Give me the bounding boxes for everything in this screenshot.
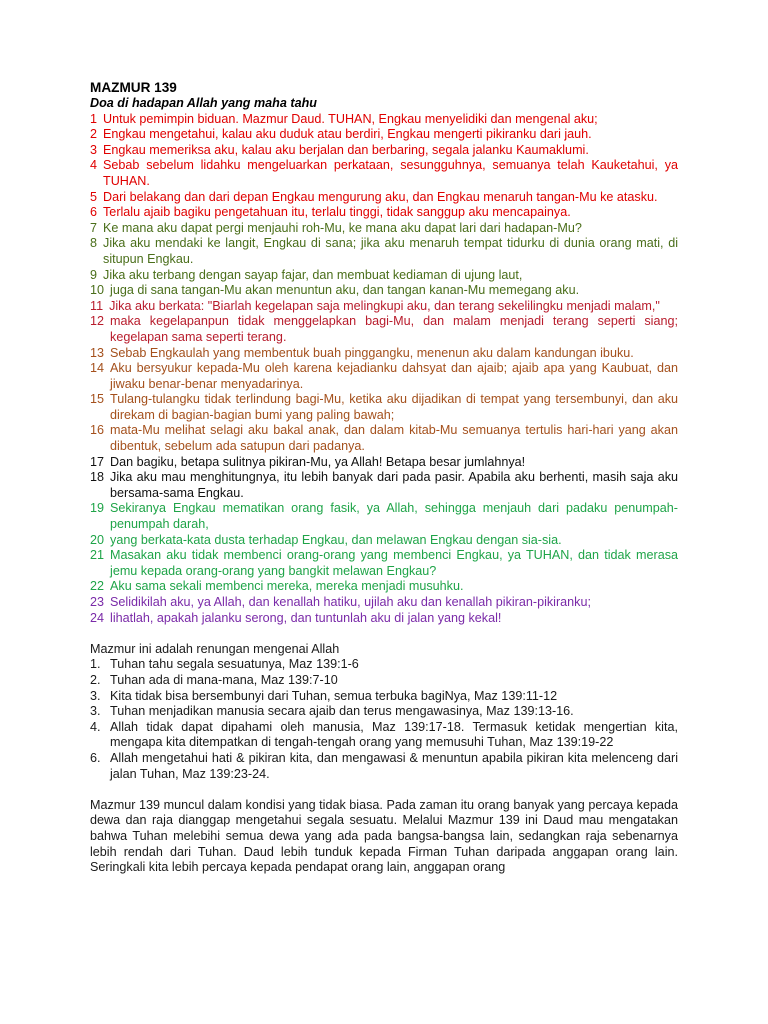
verse-line — [90, 112, 678, 128]
verse-text: Selidikilah aku, ya Allah, dan kenallah hatiku, ujilah aku dan kenallah pikiran-pikiranku; — [110, 595, 591, 609]
summary-number: 4. — [90, 719, 101, 734]
verse-text: Jika aku terbang dengan sayap fajar, dan membuat kediaman di ujung laut, — [103, 267, 523, 282]
summary-item — [90, 689, 678, 705]
verse-line — [90, 346, 678, 362]
verse-number: 18 — [90, 470, 105, 485]
verse-number: 12 — [90, 314, 105, 329]
verse-line — [90, 470, 678, 501]
verse-line — [90, 548, 678, 579]
verse-text: juga di sana tangan-Mu akan menuntun aku, dan tangan kanan-Mu memegang aku. — [110, 283, 580, 298]
verse-line — [90, 190, 678, 206]
spacer — [90, 782, 678, 798]
summary-text: Tuhan tahu segala sesuatunya, Maz 139:1-6 — [110, 657, 359, 672]
verse-line — [90, 611, 678, 627]
verse-text: Jika aku mendaki ke langit, Engkau di sana; jika aku menaruh tempat tidurku di dunia orang mati, di situpun Engkau. — [103, 236, 678, 266]
verse-line — [90, 533, 678, 549]
verse-number: 8 — [90, 236, 98, 251]
verse-text: Engkau memeriksa aku, kalau aku berjalan dan berbaring, segala jalanku Kaumaklumi. — [103, 142, 589, 157]
verse-number: 14 — [90, 361, 105, 376]
verse-number: 11 — [90, 298, 104, 313]
verse-number: 24 — [90, 610, 105, 625]
verse-number: 13 — [90, 345, 105, 360]
verse-number: 9 — [90, 267, 98, 282]
summary-list — [90, 657, 678, 782]
summary-text: Tuhan ada di mana-mana, Maz 139:7-10 — [110, 672, 338, 687]
verse-text: Jika aku berkata: "Biarlah kegelapan saja melingkupi aku, dan terang sekelilingku menjadi malam," — [109, 298, 660, 313]
verse-line — [90, 268, 678, 284]
verse-text: lihatlah, apakah jalanku serong, dan tuntunlah aku di jalan yang kekal! — [110, 610, 502, 625]
verse-line — [90, 501, 678, 532]
verse-line — [90, 158, 678, 189]
summary-text: Allah mengetahui hati & pikiran kita, dan mengawasi & menuntun apabila pikiran kita melenceng dari jalan Tuhan, Maz 139:23-24. — [110, 750, 678, 781]
verse-text: Aku sama sekali membenci mereka, mereka menjadi musuhku. — [110, 579, 464, 594]
verse-list — [90, 112, 678, 627]
summary-intro: Mazmur ini adalah renungan mengenai Allah — [90, 641, 340, 656]
verse-text: Engkau mengetahui, kalau aku duduk atau berdiri, Engkau mengerti pikiranku dari jauh. — [103, 127, 592, 142]
verse-number: 17 — [90, 454, 105, 469]
verse-text: Sekiranya Engkau mematikan orang fasik, ya Allah, sehingga menjauh dari padaku penumpah-penumpah darah, — [110, 501, 678, 532]
verse-text: Dan bagiku, betapa sulitnya pikiran-Mu, ya Allah! Betapa besar jumlahnya! — [110, 454, 526, 469]
verse-line — [90, 236, 678, 267]
verse-number: 3 — [90, 142, 98, 157]
summary-item — [90, 657, 678, 673]
verse-line — [90, 221, 678, 237]
summary-number: 3. — [90, 704, 101, 719]
summary-number: 6. — [90, 750, 101, 765]
verse-line — [90, 361, 678, 392]
verse-number: 15 — [90, 392, 105, 407]
summary-text: Allah tidak dapat dipahami oleh manusia, Maz 139:17-18. Termasuk ketidak mengertian kita, mengapa kita ditempatkan di tengah-tengah orang yang memusuhi Tuhan, Maz 139:19-22 — [110, 719, 678, 750]
summary-number: 3. — [90, 688, 101, 703]
verse-line — [90, 579, 678, 595]
verse-text: Sebab Engkaulah yang membentuk buah pinggangku, menenun aku dalam kandungan ibuku. — [110, 345, 634, 360]
verse-line — [90, 423, 678, 454]
commentary-paragraph: Mazmur 139 muncul dalam kondisi yang tidak biasa. Pada zaman itu orang banyak yang percaya kepada dewa dan raja dianggap mengetahui segala sesuatu. Melalui Mazmur 139 ini Daud mau mengatakan bahwa Tuhan melebihi semua dewa yang ada pada bangsa-bangsa lain, sedangkan raja sebenarnya lebih rendah dari Tuhan. Daud lebih tunduk kepada Firman Tuhan daripada anggapan orang lain. Seringkali kita lebih percaya kepada pendapat orang lain, anggapan orang — [90, 797, 678, 875]
verse-line — [90, 314, 678, 345]
verse-text: Aku bersyukur kepada-Mu oleh karena kejadianku dahsyat dan ajaib; ajaib apa yang Kaubuat, dan jiwaku benar-benar menyadarinya. — [110, 361, 678, 391]
verse-number: 5 — [90, 189, 98, 204]
summary-item — [90, 720, 678, 751]
verse-text: Untuk pemimpin biduan. Mazmur Daud. TUHAN, Engkau menyelidiki dan mengenal aku; — [103, 111, 598, 126]
verse-number: 19 — [90, 501, 105, 516]
verse-text: Terlalu ajaib bagiku pengetahuan itu, terlalu tinggi, tidak sanggup aku mencapainya. — [103, 205, 571, 220]
verse-text: Sebab sebelum lidahku mengeluarkan perkataan, sesungguhnya, semuanya telah Kauketahui, ya TUHAN. — [103, 158, 678, 188]
verse-number: 20 — [90, 532, 105, 547]
summary-item — [90, 673, 678, 689]
spacer — [90, 626, 678, 642]
verse-number: 22 — [90, 579, 105, 594]
verse-number: 4 — [90, 158, 98, 173]
verse-number: 2 — [90, 127, 98, 142]
verse-number: 21 — [90, 548, 105, 563]
verse-text: Ke mana aku dapat pergi menjauhi roh-Mu, ke mana aku dapat lari dari hadapan-Mu? — [103, 220, 582, 235]
verse-text: Tulang-tulangku tidak terlindung bagi-Mu, ketika aku dijadikan di tempat yang tersembunyi, dan aku direkam di bagian-bagian bumi yang paling bawah; — [110, 392, 678, 422]
verse-number: 23 — [90, 595, 105, 609]
verse-number: 6 — [90, 205, 98, 220]
verse-line — [90, 143, 678, 159]
verse-text: Masakan aku tidak membenci orang-orang yang membenci Engkau, ya TUHAN, dan tidak merasa jemu kepada orang-orang yang bangkit melawan Engkau? — [110, 548, 678, 578]
summary-text: Kita tidak bisa bersembunyi dari Tuhan, semua terbuka bagiNya, Maz 139:11-12 — [110, 688, 558, 703]
verse-text: Jika aku mau menghitungnya, itu lebih banyak dari pada pasir. Apabila aku berhenti, masih saja aku bersama-sama Engkau. — [110, 470, 678, 500]
verse-text: Dari belakang dan dari depan Engkau mengurung aku, dan Engkau menaruh tangan-Mu ke atasku. — [103, 189, 658, 204]
document-page — [90, 80, 678, 876]
verse-text: maka kegelapanpun tidak menggelapkan bagi-Mu, dan malam menjadi terang seperti siang; kegelapan sama seperti terang. — [110, 314, 678, 344]
summary-item — [90, 704, 678, 720]
verse-line — [90, 205, 678, 221]
verse-line — [90, 595, 678, 611]
verse-number: 1 — [90, 111, 98, 126]
summary-number: 1. — [90, 657, 101, 672]
verse-number: 7 — [90, 220, 98, 235]
verse-text: yang berkata-kata dusta terhadap Engkau, dan melawan Engkau dengan sia-sia. — [110, 532, 562, 547]
verse-line — [90, 455, 678, 471]
verse-number: 16 — [90, 423, 105, 438]
summary-text: Tuhan menjadikan manusia secara ajaib dan terus mengawasinya, Maz 139:13-16. — [110, 704, 574, 719]
verse-line — [90, 283, 678, 299]
verse-line — [90, 127, 678, 143]
summary-item — [90, 751, 678, 782]
verse-line — [90, 299, 678, 315]
document-subtitle: Doa di hadapan Allah yang maha tahu — [90, 96, 317, 110]
summary-number: 2. — [90, 672, 101, 687]
verse-text: mata-Mu melihat selagi aku bakal anak, dan dalam kitab-Mu semuanya tertulis hari-hari yang akan dibentuk, sebelum ada satupun dari padanya. — [110, 423, 678, 454]
verse-number: 10 — [90, 283, 105, 298]
document-title: MAZMUR 139 — [90, 80, 177, 95]
verse-line — [90, 392, 678, 423]
